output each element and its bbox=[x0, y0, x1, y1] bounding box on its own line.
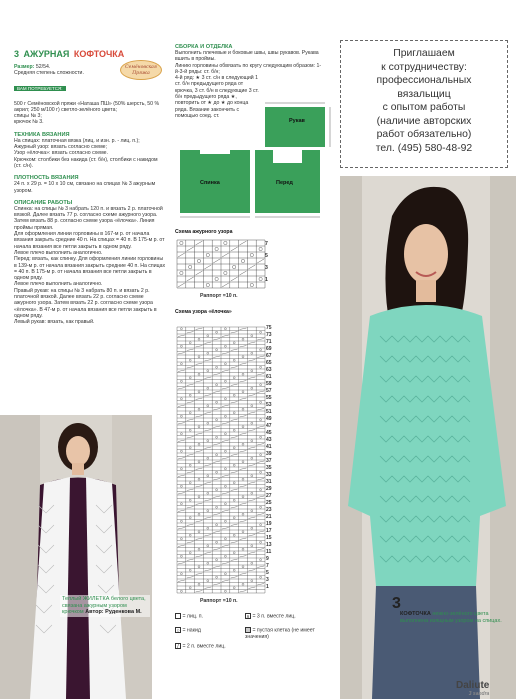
herringbone-row-label: 37 bbox=[266, 458, 272, 464]
pattern-number: 3 bbox=[14, 49, 20, 59]
herringbone-row-label: 27 bbox=[266, 493, 272, 499]
description-paragraph: Левый рукав: вязать, как правый. bbox=[14, 319, 95, 326]
back-label: Спинка bbox=[200, 180, 220, 186]
herringbone-rapport: Раппорт =10 п. bbox=[200, 598, 238, 604]
caption-title: КОФТОЧКА bbox=[400, 611, 431, 617]
herringbone-row-label: 59 bbox=[266, 381, 272, 387]
herringbone-row-label: 5 bbox=[266, 570, 269, 576]
advert-line: профессиональных bbox=[376, 75, 472, 86]
openwork-rapport: Раппорт =10 п. bbox=[200, 293, 238, 299]
legend-item: ○ = накид bbox=[176, 627, 201, 634]
vest-model-illustration bbox=[0, 415, 152, 699]
herringbone-row-label: 63 bbox=[266, 367, 272, 373]
density-text: 24 п. х 29 р. = 10 х 10 см, связано на спицах № 3 ажурным узором. bbox=[14, 181, 156, 194]
herringbone-row-label: 9 bbox=[266, 556, 269, 562]
advert-line: вязальщиц bbox=[397, 88, 451, 100]
legend-item: ∧ = 3 п. вместе лиц. bbox=[246, 613, 296, 620]
sleeve-label: Рукав bbox=[289, 118, 305, 124]
advert-line: (наличие авторских bbox=[376, 115, 472, 127]
herringbone-row-label: 25 bbox=[266, 500, 272, 506]
assembly-line: Выполнить плечевые и боковые швы, швы рукавов. Рукава вшить в проймы. bbox=[175, 50, 319, 63]
herringbone-row-label: 67 bbox=[266, 353, 272, 359]
herringbone-row-label: 11 bbox=[266, 549, 272, 555]
assembly-heading: СБОРКА И ОТДЕЛКА bbox=[175, 44, 233, 50]
herringbone-row-label: 17 bbox=[266, 528, 272, 534]
pattern-title-a: АЖУРНАЯ bbox=[23, 49, 70, 59]
herringbone-row-label: 33 bbox=[266, 472, 272, 478]
legend-item bbox=[175, 613, 203, 620]
footer-brand: Daliute bbox=[456, 680, 490, 691]
herringbone-row-label: 51 bbox=[266, 409, 272, 415]
recruitment-advert bbox=[340, 40, 508, 168]
need-tag: ВАМ ПОТРЕБУЕТСЯ: bbox=[14, 86, 66, 91]
vest-photo bbox=[0, 415, 152, 699]
advert-phone: тел. (495) 580-48-92 bbox=[375, 142, 473, 154]
description-paragraph: Для оформления линии горловины в 167-м р. от начала вязания закрыть средние 40 п. На спицах = 40 п. В 175-м р. от начала вязания все петли закрыть в одном ряду. bbox=[14, 231, 165, 250]
description-heading: ОПИСАНИЕ РАБОТЫ bbox=[14, 199, 73, 206]
description-paragraph: Левое плечо выполнить аналогично. bbox=[14, 249, 103, 256]
herringbone-row-label: 7 bbox=[266, 563, 269, 569]
herringbone-chart-title: Схема узора «ёлочка» bbox=[175, 309, 232, 315]
herringbone-row-label: 29 bbox=[266, 486, 272, 492]
legend-empty: = пустая клетка (не имеет значения) bbox=[245, 627, 315, 640]
herringbone-row-label: 19 bbox=[266, 521, 272, 527]
herringbone-row-label: 61 bbox=[266, 374, 272, 380]
herringbone-row-label: 71 bbox=[266, 339, 272, 345]
advert-line: работ обязательно) bbox=[376, 129, 472, 140]
technique-heading: ТЕХНИКА ВЯЗАНИЯ bbox=[14, 131, 70, 138]
pattern-title-b: КОФТОЧКА bbox=[73, 49, 125, 59]
description-paragraph: Спинка: на спицы № 3 набрать 120 п. и вязать 2 р. платочной вязкой. Далее вязать 77 р. согласно схеме ажурного узора. Затем вязать 88 р. согласно схеме узора «ёлочка». Линия проймы прямая. bbox=[14, 205, 163, 231]
vest-caption-author: Автор: Руденкова М. bbox=[85, 609, 142, 615]
legend-item: / = 2 п. вместе лиц. bbox=[175, 643, 226, 650]
assembly-line: 4-й ряд: ★ 3 ст. с/н в следующий 1 ст. б/н предыдущего ряда от крючка, 3 ст. б/н в следующие 3 ст. б/н предыдущего ряда ★, повторить от ★ до ★ до конца ряда. Вязание закончить с помощью соед. ст. bbox=[175, 75, 259, 119]
legend-k2tog: = 2 п. вместе лиц. bbox=[182, 643, 226, 650]
legend-k3tog: = 3 п. вместе лиц. bbox=[252, 613, 296, 620]
front-label: Перед bbox=[276, 180, 293, 186]
herringbone-row-label: 65 bbox=[266, 360, 272, 366]
herringbone-row-label: 21 bbox=[266, 514, 272, 520]
herringbone-row-label: 53 bbox=[266, 402, 272, 408]
herringbone-chart-grid bbox=[175, 325, 275, 595]
legend-knit: = лиц. п. bbox=[182, 613, 203, 620]
caption-text: нежно-зелёного цвета выполнена изящным узором на спицах. bbox=[400, 611, 502, 624]
herringbone-row-label: 13 bbox=[266, 542, 272, 548]
herringbone-row-label: 75 bbox=[266, 325, 272, 331]
advert-line: Приглашаем bbox=[393, 48, 455, 59]
openwork-row-label: 5 bbox=[265, 253, 268, 259]
openwork-chart-title: Схема ажурного узора bbox=[175, 229, 233, 235]
description-paragraph: Левое плечо выполнить аналогично. bbox=[14, 281, 103, 288]
herringbone-row-label: 31 bbox=[266, 479, 272, 485]
description-paragraph: Перед: вязать, как спинку. Для оформления линии горловины в 139-м р. от начала вязания закрыть средние 40 п. На спицах = 40 п. В 175-м р. от начала вязания все петли закрыть в одном ряду. bbox=[14, 256, 166, 282]
vest-caption-text: Теплый ЖИЛЕТКА белого цвета, связана ажурным узором крючком bbox=[62, 596, 146, 615]
hook: крючок № 3. bbox=[14, 119, 44, 126]
assembly-line: Линию горловины обвязать по кругу следующим образом: 1-й-3-й ряды: ст. б/н; bbox=[175, 62, 322, 75]
sweater-photo bbox=[340, 176, 516, 699]
herringbone-row-label: 45 bbox=[266, 430, 272, 436]
needles: спицы № 3; bbox=[14, 113, 42, 120]
herringbone-row-label: 1 bbox=[266, 584, 269, 590]
description-paragraph: Правый рукав: на спицы № 3 набрать 80 п. и вязать 2 р. платочной вязкой. Далее вязать 22 р. согласно схеме ажурного узора. Затем вязать 22 р. согласно схеме узора «ёлочка». В 47-м р. от начала вязания все петли закрыть в одном ряду. bbox=[14, 287, 157, 319]
technique-line: Крючком: столбики без накида (ст. б/н), столбики с накидом (ст. с/н). bbox=[14, 156, 158, 169]
herringbone-row-label: 47 bbox=[266, 423, 272, 429]
vest-caption bbox=[60, 595, 150, 617]
herringbone-row-label: 73 bbox=[266, 332, 272, 338]
footer-sub: 3 sandra bbox=[468, 691, 490, 697]
garment-schematics bbox=[175, 95, 335, 225]
technique-line: Узор «ёлочка»: вязать согласно схеме. bbox=[14, 150, 108, 157]
herringbone-row-label: 41 bbox=[266, 444, 272, 450]
difficulty: Средняя степень сложности. bbox=[14, 70, 84, 77]
sleeve-schematic bbox=[265, 107, 325, 147]
herringbone-row-label: 23 bbox=[266, 507, 272, 513]
openwork-row-label: 7 bbox=[265, 241, 268, 247]
herringbone-row-label: 49 bbox=[266, 416, 272, 422]
brand-badge: Семёновская Пряжа bbox=[120, 60, 162, 80]
openwork-row-label: 3 bbox=[265, 265, 268, 271]
yarn: 500 г Семёновской пряжи «Наташа ПШ» (50% шерсть, 50 % акрил; 250 м/100 г) светло-зелёного цвета; bbox=[14, 100, 160, 113]
caption-number: 3 bbox=[392, 595, 401, 612]
herringbone-row-label: 57 bbox=[266, 388, 272, 394]
size-label: Размер: bbox=[14, 64, 35, 70]
herringbone-row-label: 35 bbox=[266, 465, 272, 471]
pattern-text-column bbox=[14, 44, 166, 326]
openwork-row-label: 1 bbox=[265, 277, 268, 283]
sweater-caption bbox=[392, 595, 510, 624]
technique-line: Ажурный узор: вязать согласно схеме; bbox=[14, 144, 108, 151]
herringbone-row-label: 69 bbox=[266, 346, 272, 352]
legend-yo: = накид bbox=[182, 627, 201, 634]
herringbone-row-label: 43 bbox=[266, 437, 272, 443]
legend-item bbox=[245, 627, 335, 640]
density-heading: ПЛОТНОСТЬ ВЯЗАНИЯ bbox=[14, 175, 79, 182]
size-value: 52/54. bbox=[35, 64, 51, 70]
advert-line: с опытом работы bbox=[382, 102, 466, 113]
herringbone-row-label: 55 bbox=[266, 395, 272, 401]
magazine-footer bbox=[456, 680, 489, 697]
herringbone-row-label: 39 bbox=[266, 451, 272, 457]
herringbone-row-label: 3 bbox=[266, 577, 269, 583]
technique-line: На спицах: платочная вязка (лиц. и изн. р. - лиц. п.); bbox=[14, 137, 140, 144]
openwork-chart-grid bbox=[175, 238, 275, 290]
herringbone-row-label: 15 bbox=[266, 535, 272, 541]
advert-line: к сотрудничеству: bbox=[381, 61, 467, 73]
